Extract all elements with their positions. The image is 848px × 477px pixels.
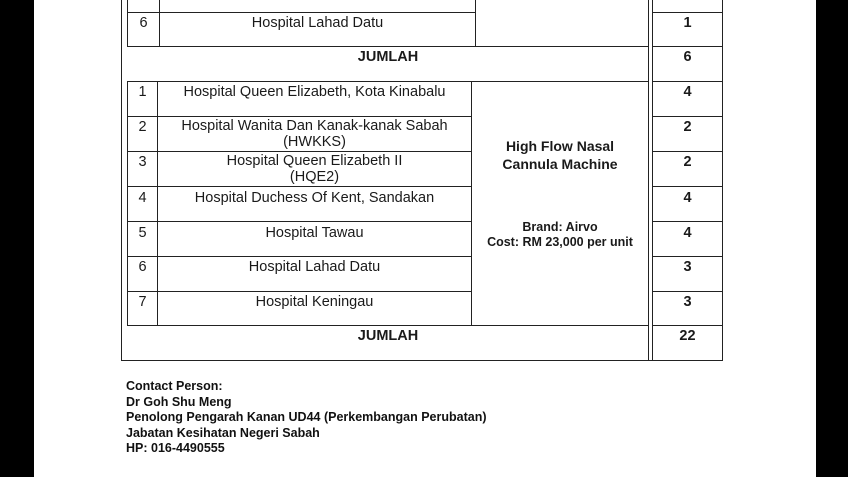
row-divider: [127, 116, 472, 117]
quantity: 3: [683, 294, 692, 310]
row-divider: [127, 151, 472, 152]
equipment-cost: Cost: RM 23,000 per unit: [487, 235, 633, 249]
equipment-name: [472, 135, 648, 175]
contact-position: Penolong Pengarah Kanan UD44 (Perkembangan Perubatan): [126, 410, 487, 424]
total-quantity: 6: [683, 49, 692, 65]
hospital-name-line: (HQE2): [289, 169, 340, 185]
contact-heading: Contact Person:: [126, 379, 223, 393]
equipment-name-line: Cannula Machine: [502, 156, 618, 172]
table-border-bottom: [121, 360, 723, 361]
row-divider: [127, 221, 472, 222]
row-number: 7: [138, 294, 147, 310]
quantity: 2: [683, 154, 692, 170]
row-divider: [471, 81, 472, 326]
row-number: 6: [138, 259, 147, 275]
table-divider-inner: [648, 0, 649, 361]
row-divider: [652, 221, 723, 222]
total-quantity: 22: [679, 328, 696, 344]
hospital-name: [158, 153, 471, 185]
row-divider: [475, 0, 476, 47]
hospital-name-line: Hospital Queen Elizabeth II: [226, 153, 403, 169]
hospital-name-line: (HWKKS): [283, 134, 346, 150]
hospital-name: Hospital Queen Elizabeth, Kota Kinabalu: [183, 84, 446, 100]
contact-name: Dr Goh Shu Meng: [126, 394, 232, 409]
hospital-name: Hospital Tawau: [265, 225, 364, 241]
table-border-right: [722, 0, 723, 361]
row-number: 1: [138, 84, 147, 100]
contact-block: [126, 379, 487, 457]
quantity: 4: [683, 225, 692, 241]
contact-phone: HP: 016-4490555: [126, 441, 225, 455]
equipment-allocation-table: [121, 0, 723, 361]
quantity: 1: [683, 15, 692, 31]
total-label: JUMLAH: [357, 49, 419, 65]
table-border-left: [121, 0, 122, 361]
total-label: JUMLAH: [357, 328, 419, 344]
equipment-brand: Brand: Airvo: [522, 220, 598, 234]
hospital-name: Hospital Keningau: [255, 294, 374, 310]
row-divider: [652, 186, 723, 187]
quantity: 4: [683, 190, 692, 206]
hospital-name: Hospital Lahad Datu: [248, 259, 381, 275]
equipment-specs: [472, 219, 648, 251]
row-divider: [127, 186, 472, 187]
equipment-name-line: High Flow Nasal: [505, 138, 615, 154]
row-number: 5: [138, 225, 147, 241]
row-number: 2: [138, 119, 147, 135]
hospital-name: Hospital Lahad Datu: [251, 15, 384, 31]
quantity: 4: [683, 84, 692, 100]
hospital-name: Hospital Duchess Of Kent, Sandakan: [194, 190, 435, 206]
row-number: 6: [139, 15, 148, 31]
row-number: 4: [138, 190, 147, 206]
row-number: 3: [138, 154, 147, 170]
quantity: 2: [683, 119, 692, 135]
contact-department: Jabatan Kesihatan Negeri Sabah: [126, 425, 320, 440]
hospital-name-line: Hospital Wanita Dan Kanak-kanak Sabah: [181, 118, 448, 134]
hospital-name: [158, 118, 471, 150]
quantity: 3: [683, 259, 692, 275]
